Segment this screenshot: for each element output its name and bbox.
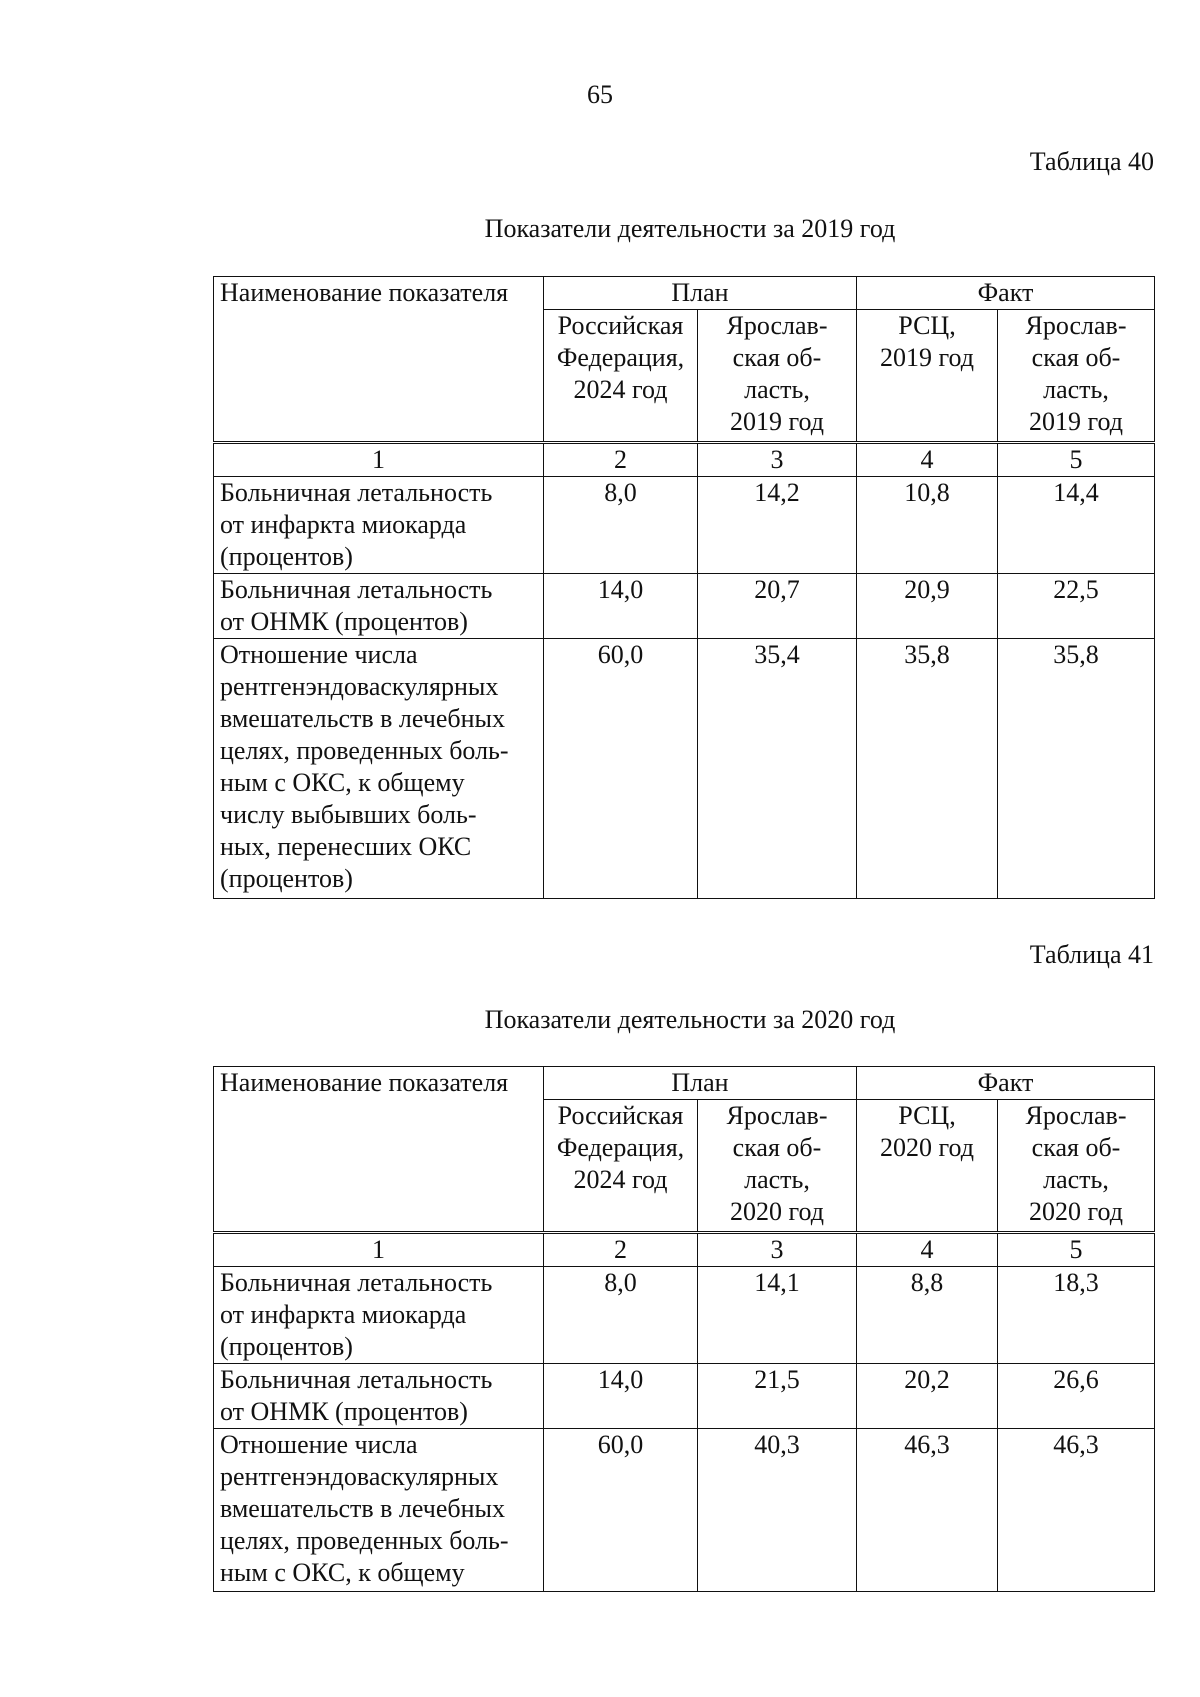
indicators-table-2019 [213, 276, 1155, 899]
page-number: 65 [587, 80, 613, 109]
header-col4: РСЦ, 2019 год [857, 310, 998, 443]
header-col5: Ярослав- ская об- ласть, 2019 год [998, 310, 1155, 443]
header-fact: Факт [857, 277, 1155, 310]
column-number-row: 1 2 3 4 5 [214, 443, 1155, 477]
header-col2: Российская Федерация, 2024 год [544, 1100, 698, 1233]
table-row: Больничная летальность от ОНМК (процентов) 14,0 21,5 20,2 26,6 [214, 1364, 1155, 1429]
header-col3: Ярослав- ская об- ласть, 2019 год [698, 310, 857, 443]
header-col4: РСЦ, 2020 год [857, 1100, 998, 1233]
table-title: Показатели деятельности за 2020 год [484, 1005, 896, 1034]
header-plan: План [544, 277, 857, 310]
table-row: Больничная летальность от ОНМК (процентов) 14,0 20,7 20,9 22,5 [214, 574, 1155, 639]
table-row: Отношение числа рентгенэндоваскулярных вмешательств в лечебных целях, проведенных боль- ным с ОКС, к общему 60,0 40,3 46,3 46,3 [214, 1429, 1155, 1592]
table-row: Больничная летальность от инфаркта миокарда (процентов) 8,0 14,1 8,8 18,3 [214, 1267, 1155, 1364]
header-col5: Ярослав- ская об- ласть, 2020 год [998, 1100, 1155, 1233]
header-plan: План [544, 1067, 857, 1100]
table-row: Больничная летальность от инфаркта миокарда (процентов) 8,0 14,2 10,8 14,4 [214, 477, 1155, 574]
table-row: Отношение числа рентгенэндоваскулярных вмешательств в лечебных целях, проведенных боль- ным с ОКС, к общему числу выбывших боль- ных, перенесших ОКС (процентов) 60,0 35,4 35,8 35,8 [214, 639, 1155, 899]
indicators-table-2020 [213, 1066, 1155, 1592]
header-name: Наименование показателя [214, 277, 544, 443]
header-col2: Российская Федерация, 2024 год [544, 310, 698, 443]
table-label: Таблица 41 [1029, 940, 1154, 969]
header-name: Наименование показателя [214, 1067, 544, 1233]
table-label: Таблица 40 [1029, 147, 1154, 176]
column-number-row: 1 2 3 4 5 [214, 1233, 1155, 1267]
table-title: Показатели деятельности за 2019 год [484, 214, 896, 243]
header-fact: Факт [857, 1067, 1155, 1100]
header-col3: Ярослав- ская об- ласть, 2020 год [698, 1100, 857, 1233]
